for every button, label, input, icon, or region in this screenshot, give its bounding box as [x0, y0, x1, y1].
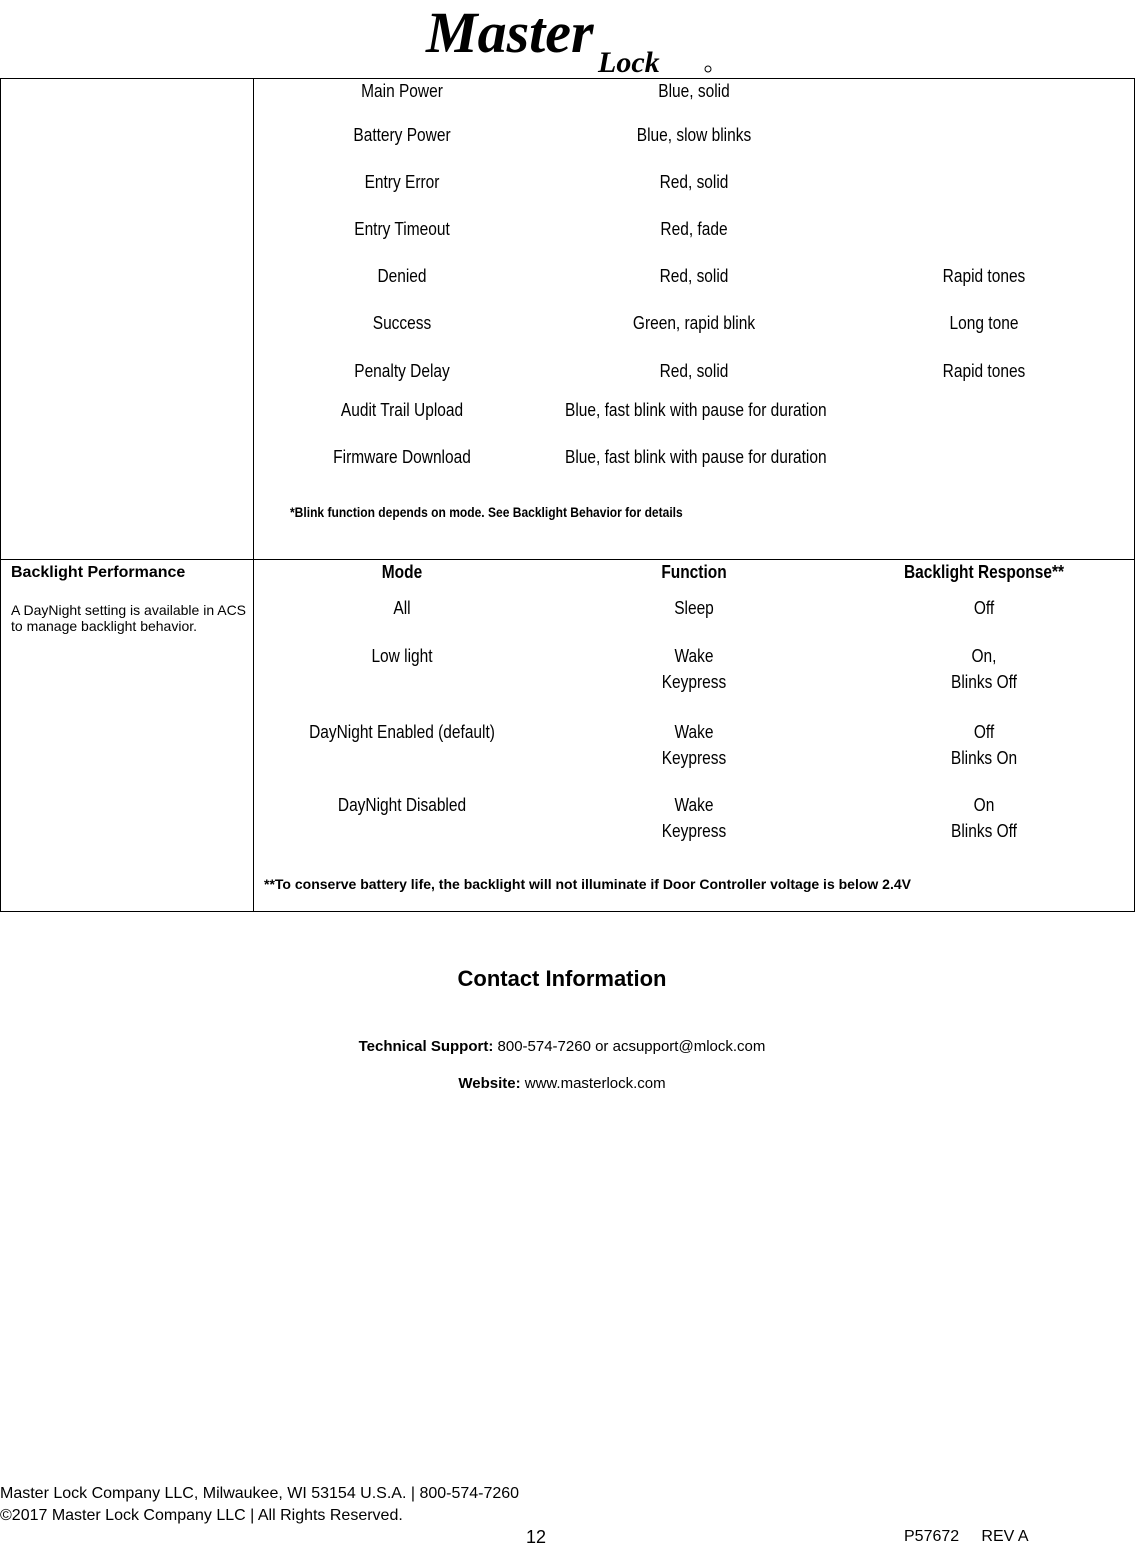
led-row-event: Audit Trail Upload — [340, 400, 464, 420]
backlight-row-function1: Wake — [674, 722, 714, 742]
led-indicator-cell — [254, 79, 1135, 560]
backlight-note: **To conserve battery life, the backlight will not illuminate if Door Controller voltage is below 2.4V — [264, 876, 911, 892]
website-label: Website: — [458, 1075, 521, 1092]
backlight-row-response2: Blinks On — [950, 748, 1018, 768]
backlight-title: Backlight Performance — [11, 564, 186, 581]
function-header: Function — [661, 562, 727, 582]
led-row-event: Penalty Delay — [354, 361, 450, 381]
led-row-led: Red, solid — [659, 361, 729, 381]
registered-mark-icon — [705, 66, 711, 72]
backlight-label-cell — [1, 560, 254, 912]
backlight-row-mode: All — [393, 598, 411, 618]
led-row-sound: Long tone — [949, 313, 1019, 333]
led-row-event: Entry Timeout — [354, 219, 450, 239]
logo-master-text: Master — [425, 0, 594, 65]
contact-title: Contact Information — [457, 966, 667, 991]
led-row-led: Blue, fast blink with pause for duration — [565, 400, 827, 420]
backlight-row-response1: Off — [973, 722, 995, 742]
backlight-row-response1: Off — [973, 598, 995, 618]
website-line — [0, 1075, 1124, 1092]
logo-lock-text: Lock — [597, 46, 660, 76]
led-row-event: Entry Error — [364, 172, 440, 192]
led-row-sound: Rapid tones — [942, 266, 1026, 286]
backlight-row-response2: Blinks Off — [951, 821, 1017, 841]
backlight-row-function2: Keypress — [661, 748, 727, 768]
led-row-led: Blue, slow blinks — [636, 125, 752, 145]
backlight-table-cell — [254, 560, 1135, 912]
led-row-event: Battery Power — [353, 125, 451, 145]
document-id: P57672 REV A — [904, 1528, 1029, 1545]
backlight-row-function2: Keypress — [661, 672, 727, 692]
led-row-led: Blue, solid — [658, 81, 730, 101]
backlight-row-function1: Wake — [674, 646, 714, 666]
specifications-table — [0, 78, 1135, 912]
led-row-event: Main Power — [361, 81, 443, 101]
backlight-row-function1: Wake — [674, 795, 714, 815]
backlight-row-function1: Sleep — [674, 598, 714, 618]
support-label: Technical Support: — [358, 1038, 494, 1055]
technical-support-line — [0, 1038, 1124, 1055]
backlight-row-function2: Keypress — [661, 821, 727, 841]
led-row-event: Firmware Download — [333, 447, 471, 467]
backlight-description: A DayNight setting is available in ACS to manage backlight behavior. — [11, 602, 247, 634]
backlight-row-mode: Low light — [371, 646, 433, 666]
support-value: 800-574-7260 or acsupport@mlock.com — [493, 1038, 766, 1055]
mode-header: Mode — [381, 562, 423, 582]
led-row-led: Red, solid — [659, 172, 729, 192]
backlight-row-mode: DayNight Disabled — [337, 795, 467, 815]
led-row-event: Success — [372, 313, 432, 333]
led-row-event: Denied — [377, 266, 427, 286]
blink-note: *Blink function depends on mode. See Backlight Behavior for details — [290, 504, 683, 520]
website-value: www.masterlock.com — [520, 1075, 666, 1092]
backlight-row-response1: On — [973, 795, 995, 815]
backlight-row-response2: Blinks Off — [951, 672, 1017, 692]
footer-company: Master Lock Company LLC, Milwaukee, WI 53154 U.S.A. | 800-574-7260 — [0, 1485, 520, 1502]
led-row-sound: Rapid tones — [942, 361, 1026, 381]
led-row-led: Red, fade — [660, 219, 728, 239]
backlight-row-mode: DayNight Enabled (default) — [309, 722, 495, 742]
response-header: Backlight Response** — [903, 562, 1065, 582]
master-lock-logo — [0, 0, 1135, 78]
led-left-cell — [1, 79, 254, 560]
led-row-led: Green, rapid blink — [632, 313, 756, 333]
backlight-row-response1: On, — [971, 646, 997, 666]
footer-copyright: ©2017 Master Lock Company LLC | All Rights Reserved. — [0, 1507, 403, 1524]
page-number: 12 — [526, 1527, 547, 1547]
led-row-led: Blue, fast blink with pause for duration — [565, 447, 827, 467]
led-row-led: Red, solid — [659, 266, 729, 286]
